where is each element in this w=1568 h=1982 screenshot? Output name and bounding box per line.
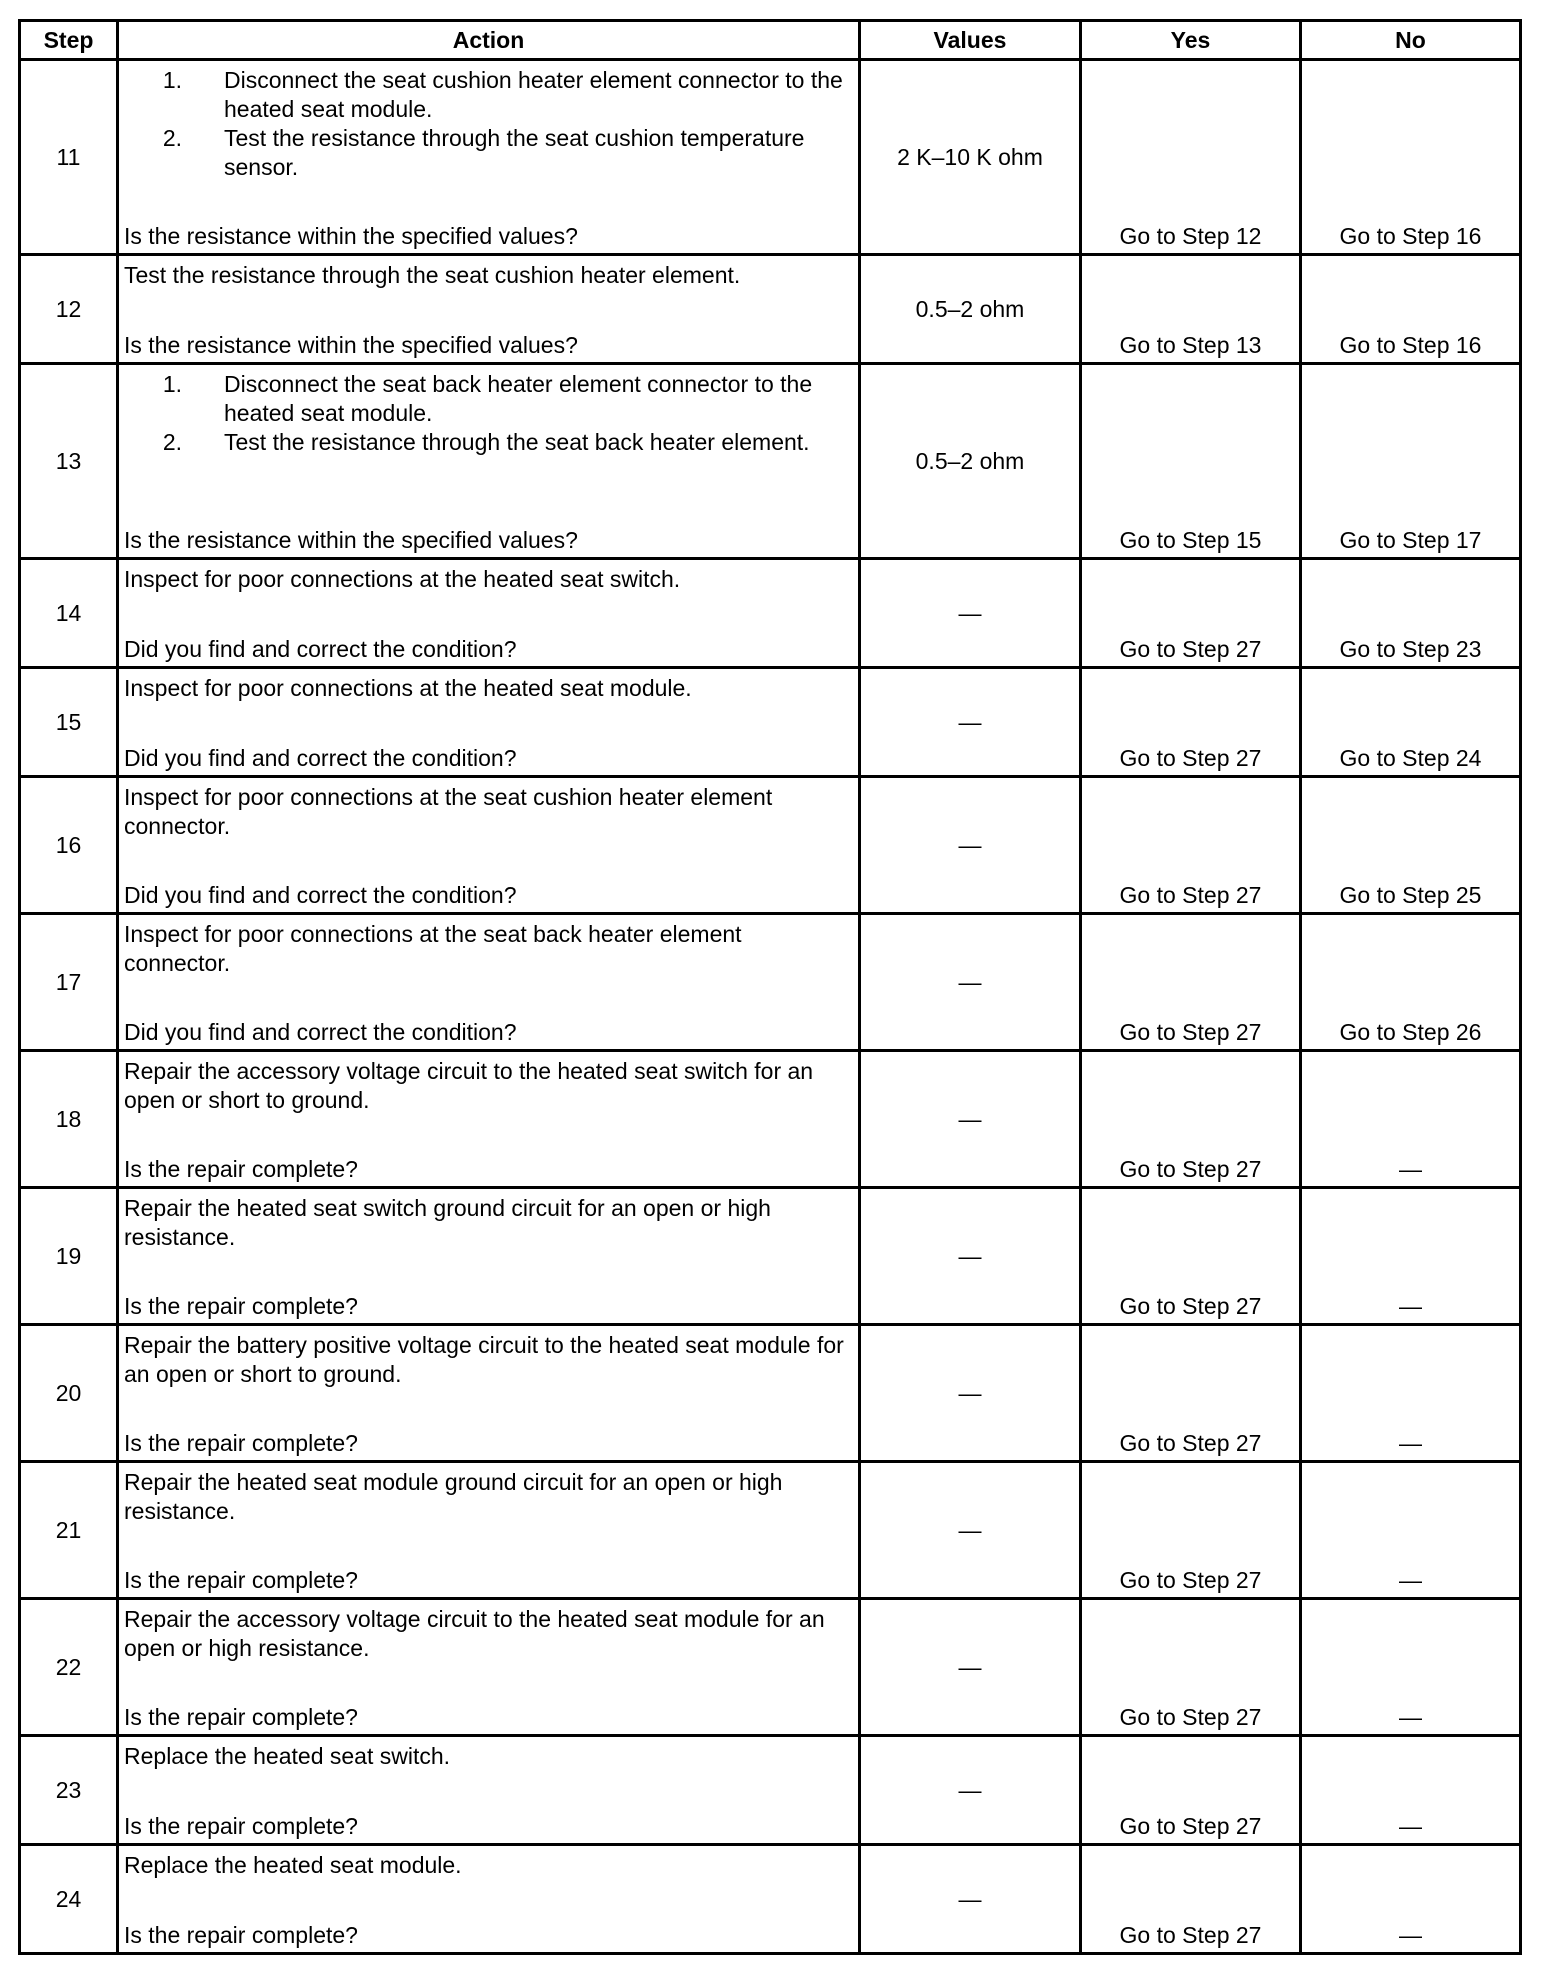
yes-cell xyxy=(1081,1736,1301,1845)
table-row xyxy=(20,1051,1521,1188)
yes-cell xyxy=(1081,60,1301,255)
action-step-number: 2. xyxy=(162,125,182,151)
action-text: Inspect for poor connections at the seat back heater element connector. xyxy=(124,921,742,976)
step-number: 19 xyxy=(20,1188,118,1325)
action-question: Is the resistance within the specified values? xyxy=(124,332,578,358)
step-number: 22 xyxy=(20,1599,118,1736)
value-cell: 0.5–2 ohm xyxy=(860,255,1081,364)
action-cell xyxy=(118,1599,860,1736)
action-steps-list xyxy=(124,370,854,457)
action-question: Did you find and correct the condition? xyxy=(124,636,517,662)
no-cell xyxy=(1301,1325,1521,1462)
table-row xyxy=(20,1188,1521,1325)
header-yes: Yes xyxy=(1081,21,1301,60)
no-cell xyxy=(1301,1188,1521,1325)
no-go-to-step: — xyxy=(1399,1293,1422,1319)
action-question: Is the repair complete? xyxy=(124,1430,358,1456)
table-row xyxy=(20,364,1521,559)
value-cell: — xyxy=(860,668,1081,777)
action-text: Inspect for poor connections at the heated seat switch. xyxy=(124,566,681,592)
table-row xyxy=(20,1599,1521,1736)
yes-cell xyxy=(1081,668,1301,777)
action-step-item xyxy=(124,66,854,124)
action-question: Is the repair complete? xyxy=(124,1813,358,1839)
step-number: 13 xyxy=(20,364,118,559)
step-number: 24 xyxy=(20,1845,118,1954)
action-question: Is the repair complete? xyxy=(124,1156,358,1182)
action-question: Is the repair complete? xyxy=(124,1922,358,1948)
step-number: 16 xyxy=(20,777,118,914)
action-question: Did you find and correct the condition? xyxy=(124,745,517,771)
action-text: Repair the heated seat module ground circuit for an open or high resistance. xyxy=(124,1469,783,1524)
action-question: Is the resistance within the specified values? xyxy=(124,527,578,553)
yes-cell xyxy=(1081,1325,1301,1462)
action-cell xyxy=(118,777,860,914)
table-row xyxy=(20,255,1521,364)
action-step-text: Disconnect the seat back heater element connector to the heated seat module. xyxy=(224,371,813,426)
action-text: Repair the heated seat switch ground circuit for an open or high resistance. xyxy=(124,1195,771,1250)
step-number: 14 xyxy=(20,559,118,668)
no-go-to-step: — xyxy=(1399,1567,1422,1593)
yes-cell xyxy=(1081,1051,1301,1188)
value-cell: — xyxy=(860,777,1081,914)
table-row xyxy=(20,1845,1521,1954)
action-steps-list xyxy=(124,66,854,182)
action-cell xyxy=(118,255,860,364)
no-go-to-step: Go to Step 17 xyxy=(1339,527,1482,553)
action-cell xyxy=(118,364,860,559)
table-row xyxy=(20,668,1521,777)
yes-go-to-step: Go to Step 27 xyxy=(1119,882,1262,908)
action-step-item xyxy=(124,124,854,182)
yes-cell xyxy=(1081,1188,1301,1325)
table-row xyxy=(20,1325,1521,1462)
yes-cell xyxy=(1081,1845,1301,1954)
header-values: Values xyxy=(860,21,1081,60)
yes-go-to-step: Go to Step 27 xyxy=(1119,1019,1262,1045)
action-cell xyxy=(118,1736,860,1845)
yes-go-to-step: Go to Step 27 xyxy=(1119,1156,1262,1182)
diagnostic-table xyxy=(18,19,1522,1955)
action-step-item xyxy=(124,428,854,457)
step-number: 17 xyxy=(20,914,118,1051)
value-cell: 2 K–10 K ohm xyxy=(860,60,1081,255)
no-go-to-step: — xyxy=(1399,1704,1422,1730)
no-cell xyxy=(1301,559,1521,668)
table-row xyxy=(20,60,1521,255)
action-step-number: 1. xyxy=(162,67,182,93)
action-cell xyxy=(118,1325,860,1462)
no-go-to-step: Go to Step 16 xyxy=(1339,223,1482,249)
table-row xyxy=(20,559,1521,668)
no-cell xyxy=(1301,914,1521,1051)
action-step-number: 2. xyxy=(162,429,182,455)
yes-go-to-step: Go to Step 27 xyxy=(1119,1567,1262,1593)
no-go-to-step: — xyxy=(1399,1430,1422,1456)
value-cell: — xyxy=(860,1051,1081,1188)
action-question: Is the resistance within the specified values? xyxy=(124,223,578,249)
action-step-item xyxy=(124,370,854,428)
action-text: Replace the heated seat module. xyxy=(124,1852,462,1878)
action-step-text: Disconnect the seat cushion heater element connector to the heated seat module. xyxy=(224,67,843,122)
no-go-to-step: — xyxy=(1399,1813,1422,1839)
no-go-to-step: Go to Step 23 xyxy=(1339,636,1482,662)
header-action: Action xyxy=(118,21,860,60)
no-go-to-step: — xyxy=(1399,1156,1422,1182)
action-text: Test the resistance through the seat cushion heater element. xyxy=(124,262,741,288)
yes-go-to-step: Go to Step 27 xyxy=(1119,1430,1262,1456)
no-cell xyxy=(1301,1462,1521,1599)
yes-cell xyxy=(1081,1462,1301,1599)
no-cell xyxy=(1301,1736,1521,1845)
table-row xyxy=(20,1462,1521,1599)
no-cell xyxy=(1301,1845,1521,1954)
table-row xyxy=(20,914,1521,1051)
value-cell: — xyxy=(860,914,1081,1051)
yes-go-to-step: Go to Step 12 xyxy=(1119,223,1262,249)
action-cell xyxy=(118,668,860,777)
yes-go-to-step: Go to Step 27 xyxy=(1119,636,1262,662)
step-number: 11 xyxy=(20,60,118,255)
yes-cell xyxy=(1081,1599,1301,1736)
yes-cell xyxy=(1081,364,1301,559)
no-cell xyxy=(1301,364,1521,559)
header-step: Step xyxy=(20,21,118,60)
yes-go-to-step: Go to Step 27 xyxy=(1119,1704,1262,1730)
no-cell xyxy=(1301,668,1521,777)
value-cell: — xyxy=(860,1325,1081,1462)
yes-cell xyxy=(1081,255,1301,364)
action-cell xyxy=(118,1845,860,1954)
step-number: 15 xyxy=(20,668,118,777)
step-number: 20 xyxy=(20,1325,118,1462)
yes-go-to-step: Go to Step 27 xyxy=(1119,1922,1262,1948)
action-text: Repair the accessory voltage circuit to the heated seat module for an open or high resistance. xyxy=(124,1606,825,1661)
header-row xyxy=(20,21,1521,60)
yes-cell xyxy=(1081,914,1301,1051)
action-question: Is the repair complete? xyxy=(124,1704,358,1730)
action-text: Repair the accessory voltage circuit to the heated seat switch for an open or short to ground. xyxy=(124,1058,814,1113)
header-no: No xyxy=(1301,21,1521,60)
no-cell xyxy=(1301,777,1521,914)
yes-go-to-step: Go to Step 27 xyxy=(1119,1293,1262,1319)
action-cell xyxy=(118,1188,860,1325)
yes-go-to-step: Go to Step 13 xyxy=(1119,332,1262,358)
no-cell xyxy=(1301,1051,1521,1188)
action-step-text: Test the resistance through the seat back heater element. xyxy=(224,429,810,455)
step-number: 21 xyxy=(20,1462,118,1599)
action-text: Replace the heated seat switch. xyxy=(124,1743,451,1769)
table-row xyxy=(20,777,1521,914)
action-step-text: Test the resistance through the seat cushion temperature sensor. xyxy=(224,125,805,180)
value-cell: — xyxy=(860,1462,1081,1599)
action-cell xyxy=(118,1051,860,1188)
yes-go-to-step: Go to Step 15 xyxy=(1119,527,1262,553)
yes-cell xyxy=(1081,777,1301,914)
table-row xyxy=(20,1736,1521,1845)
step-number: 18 xyxy=(20,1051,118,1188)
value-cell: — xyxy=(860,559,1081,668)
action-question: Did you find and correct the condition? xyxy=(124,1019,517,1045)
yes-go-to-step: Go to Step 27 xyxy=(1119,1813,1262,1839)
step-number: 12 xyxy=(20,255,118,364)
value-cell: — xyxy=(860,1736,1081,1845)
action-question: Is the repair complete? xyxy=(124,1567,358,1593)
value-cell: 0.5–2 ohm xyxy=(860,364,1081,559)
no-cell xyxy=(1301,1599,1521,1736)
action-step-number: 1. xyxy=(162,371,182,397)
value-cell: — xyxy=(860,1188,1081,1325)
action-cell xyxy=(118,1462,860,1599)
step-number: 23 xyxy=(20,1736,118,1845)
no-go-to-step: Go to Step 24 xyxy=(1339,745,1482,771)
action-text: Inspect for poor connections at the seat cushion heater element connector. xyxy=(124,784,773,839)
yes-go-to-step: Go to Step 27 xyxy=(1119,745,1262,771)
action-cell xyxy=(118,559,860,668)
action-cell xyxy=(118,914,860,1051)
value-cell: — xyxy=(860,1845,1081,1954)
action-text: Inspect for poor connections at the heated seat module. xyxy=(124,675,692,701)
action-text: Repair the battery positive voltage circuit to the heated seat module for an open or short to ground. xyxy=(124,1332,844,1387)
value-cell: — xyxy=(860,1599,1081,1736)
no-go-to-step: Go to Step 25 xyxy=(1339,882,1482,908)
no-go-to-step: Go to Step 16 xyxy=(1339,332,1482,358)
action-question: Did you find and correct the condition? xyxy=(124,882,517,908)
action-cell xyxy=(118,60,860,255)
no-cell xyxy=(1301,255,1521,364)
no-cell xyxy=(1301,60,1521,255)
yes-cell xyxy=(1081,559,1301,668)
no-go-to-step: — xyxy=(1399,1922,1422,1948)
action-question: Is the repair complete? xyxy=(124,1293,358,1319)
no-go-to-step: Go to Step 26 xyxy=(1339,1019,1482,1045)
